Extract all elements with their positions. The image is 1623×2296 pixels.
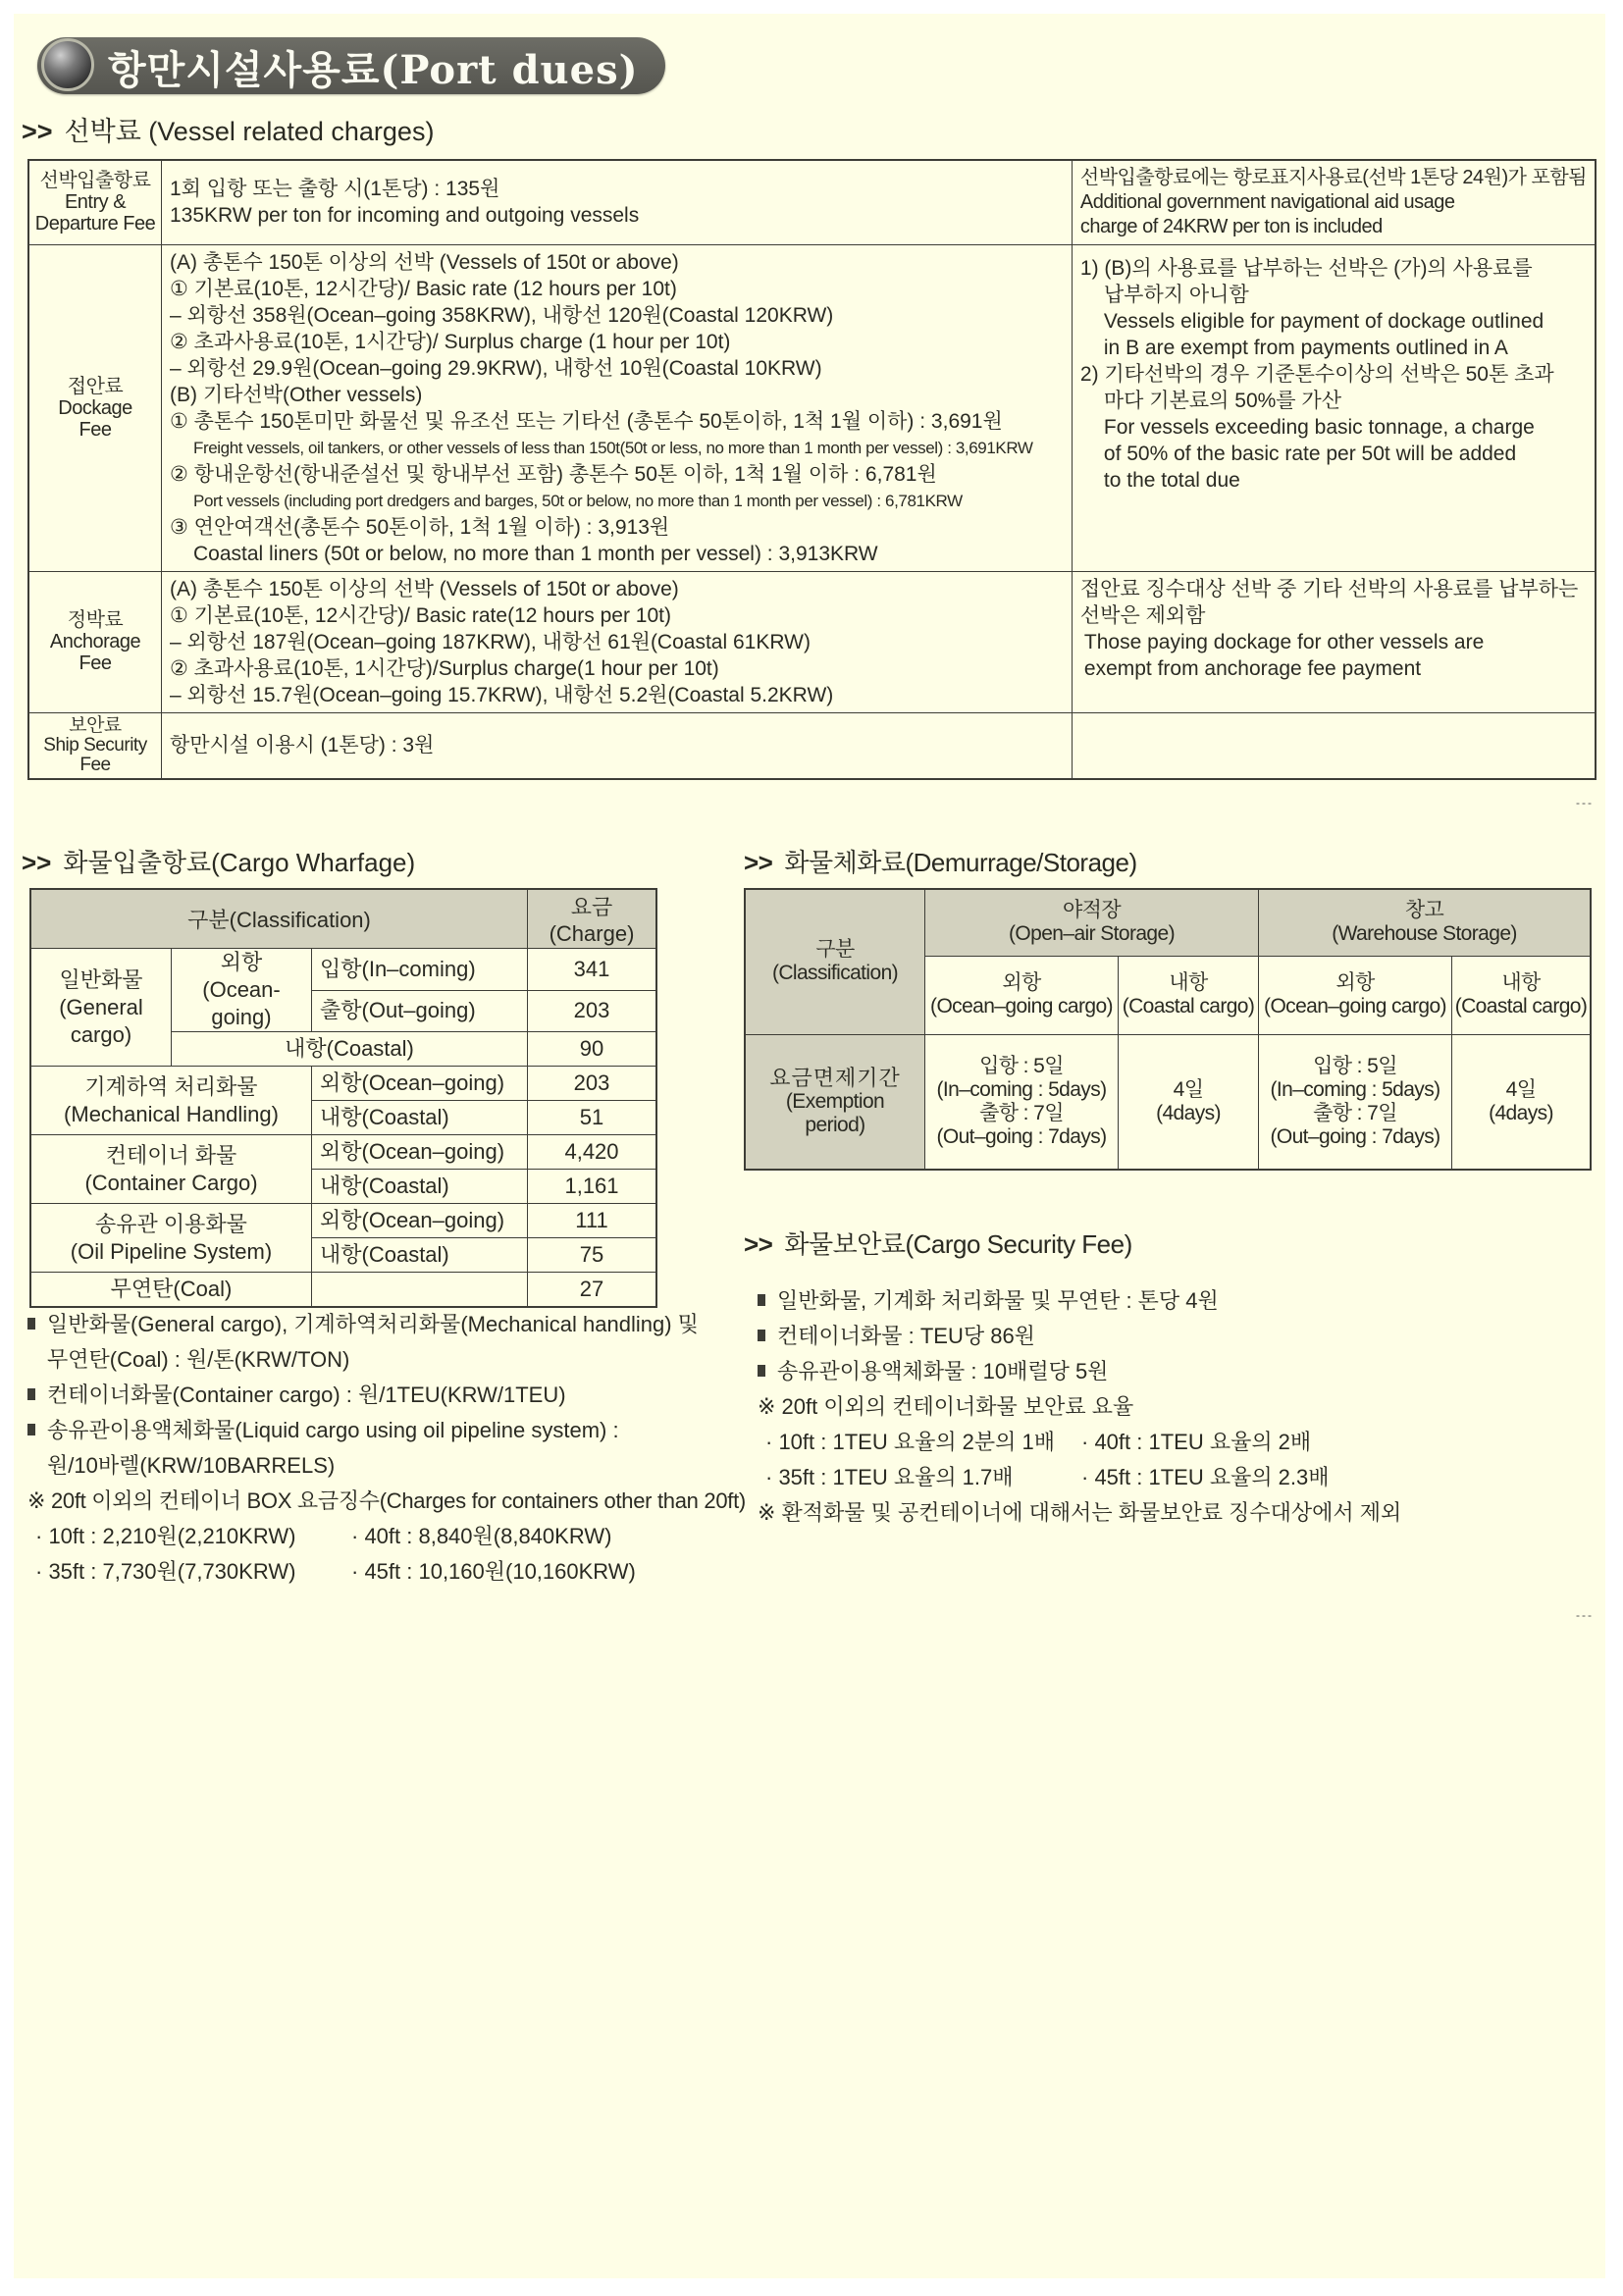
ocean-going-label: 외항(Ocean–going): [312, 1135, 528, 1170]
ocean-exemption-value: 입항 : 5일 (In–coming : 5days) 출항 : 7일 (Out–going : 7days): [925, 1034, 1119, 1170]
ocean-going-subheader: 외항 (Ocean–going cargo): [925, 956, 1119, 1034]
row-content: (A) 총톤수 150톤 이상의 선박 (Vessels of 150t or above) ① 기본료(10톤, 12시간당)/ Basic rate(12 hours per 10t) – 외항선 187원(Ocean–going 187KRW), 내항선 61원(Coastal 61KRW) ② 초과사용료(10톤, 1시간당)/Surplus charge(1 hour per 10t) – 외항선 15.7원(Ocean–going 15.7KRW), 내항선 5.2원(Coastal 5.2KRW): [162, 571, 1073, 712]
general-cargo-label: 일반화물 (General cargo): [30, 949, 172, 1067]
square-bullet-icon: [27, 1388, 35, 1400]
charge-value: 90: [528, 1032, 657, 1067]
chevron-icon: >>: [744, 848, 773, 877]
row-content: 1회 입항 또는 출항 시(1톤당) : 135원 135KRW per ton for incoming and outgoing vessels: [162, 160, 1073, 244]
charge-value: 4,420: [528, 1135, 657, 1170]
table-row: [30, 1135, 656, 1170]
title-banner: [37, 37, 665, 94]
note-continuation: 원/10바렐(KRW/10BARRELS): [47, 1453, 336, 1478]
charge-value: 75: [528, 1238, 657, 1273]
square-bullet-icon: [27, 1424, 35, 1435]
cargo-security-heading: >> 화물보안료(Cargo Security Fee): [744, 1229, 1132, 1259]
chevron-icon: >>: [744, 1229, 773, 1259]
reference-note: ※ 환적화물 및 공컨테이너에 대해서는 화물보안료 징수대상에서 제외: [758, 1500, 1402, 1525]
empty-cell: [312, 1273, 528, 1308]
incoming-label: 입항(In–coming): [312, 949, 528, 991]
demurrage-table: [744, 888, 1592, 1171]
row-note: 1) (B)의 사용료를 납부하는 선박은 (가)의 사용료를 납부하지 아니함 Vessels eligible for payment of dockage outlined in B are exempt from payments outlined in A 2) 기타선박의 경우 기준톤수이상의 선박은 50톤 초과 마다 기본료의 50%를 가산 For vessels exceeding basic tonnage, a charge of 50% of the basic rate per 50t will be added to the total due: [1072, 244, 1596, 571]
table-row-dockage: [28, 244, 1596, 571]
table-row: [30, 1273, 656, 1308]
row-note: 접안료 징수대상 선박 중 기타 선박의 사용료를 납부하는 선박은 제외함 Those paying dockage for other vessels are exempt from anchorage fee payment: [1072, 571, 1596, 712]
wharfage-heading: >> 화물입출항료(Cargo Wharfage): [22, 848, 416, 877]
note-item: 일반화물, 기계화 처리화물 및 무연탄 : 톤당 4원: [758, 1283, 1401, 1319]
charge-value: 1,161: [528, 1170, 657, 1204]
note-item: 송유관이용액체화물 : 10배럴당 5원: [758, 1354, 1401, 1389]
table-header-row: [30, 889, 656, 949]
ocean-going-label: 외항 (Ocean-going): [172, 949, 312, 1032]
square-bullet-icon: [758, 1365, 765, 1377]
coastal-label: 내항(Coastal): [172, 1032, 528, 1067]
open-air-header: 야적장 (Open–air Storage): [925, 889, 1259, 956]
table-row: [30, 1204, 656, 1238]
table-row-ship-security: [28, 712, 1596, 779]
col-header-classification: 구분(Classification): [30, 889, 528, 949]
warehouse-header: 창고 (Warehouse Storage): [1259, 889, 1592, 956]
vessel-section-heading: >> 선박료 (Vessel related charges): [22, 117, 435, 146]
sphere-icon: [41, 38, 94, 91]
page-title: 항만시설사용료(Port dues): [108, 47, 639, 93]
box-rate-row: · 35ft : 7,730원(7,730KRW) · 45ft : 10,160원(10,160KRW): [35, 1559, 636, 1584]
cargo-wharfage-table: [29, 888, 657, 1308]
coastal-exemption-value: 4일 (4days): [1119, 1034, 1259, 1170]
coastal-subheader: 내항 (Coastal cargo): [1452, 956, 1592, 1034]
vessel-charges-table: [27, 159, 1597, 780]
page: [14, 14, 1605, 2278]
coastal-subheader: 내항 (Coastal cargo): [1119, 956, 1259, 1034]
cargo-security-notes: [758, 1283, 1401, 1531]
table-header-row: [745, 889, 1591, 956]
note-item: 일반화물(General cargo), 기계하역처리화물(Mechanical handling) 및: [27, 1307, 746, 1342]
row-content: 항만시설 이용시 (1톤당) : 3원: [162, 712, 1073, 779]
reference-note: ※ 20ft 이외의 컨테이너화물 보안료 요율: [758, 1394, 1134, 1419]
ocean-going-label: 외항(Ocean–going): [312, 1204, 528, 1238]
crop-mark: ---: [1576, 796, 1594, 809]
container-cargo-label: 컨테이너 화물 (Container Cargo): [30, 1135, 312, 1204]
row-content: (A) 총톤수 150톤 이상의 선박 (Vessels of 150t or above) ① 기본료(10톤, 12시간당)/ Basic rate (12 hours per 10t) – 외항선 358원(Ocean–going 358KRW), 내항선 120원(Coastal 120KRW) ② 초과사용료(10톤, 1시간당)/ Surplus charge (1 hour per 10t) – 외항선 29.9원(Ocean–going 29.9KRW), 내항선 10원(Coastal 10KRW) (B) 기타선박(Other vessels) ① 총톤수 150톤미만 화물선 및 유조선 또는 기타선 (총톤수 50톤이하, 1척 1월 이하) : 3,691원 Freight vessels, oil tankers, or other vessels of less than 150t(50t or less, no more than 1 month per vessel) : 3,691KRW ② 항내운항선(항내준설선 및 항내부선 포함) 총톤수 50톤 이하, 1척 1월 이하 : 6,781원 Port vessels (including port dredgers and barges, 50t or below, no more than 1 month per vessel) : 6,781KRW ③ 연안여객선(총톤수 50톤이하, 1척 1월 이하) : 3,913원 Coastal liners (50t or below, no more than 1 month per vessel) : 3,913KRW: [162, 244, 1073, 571]
security-rate-row: · 10ft : 1TEU 요율의 2분의 1배 · 40ft : 1TEU 요율의 2배: [765, 1430, 1312, 1454]
wharfage-notes: [27, 1307, 746, 1590]
mechanical-handling-label: 기계하역 처리화물 (Mechanical Handling): [30, 1067, 312, 1135]
note-continuation: 무연탄(Coal) : 원/톤(KRW/TON): [47, 1347, 350, 1372]
note-item: 컨테이너화물(Container cargo) : 원/1TEU(KRW/1TEU): [27, 1378, 746, 1413]
square-bullet-icon: [758, 1294, 765, 1306]
table-row-anchorage: [28, 571, 1596, 712]
table-row-exemption: [745, 1034, 1591, 1170]
outgoing-label: 출항(Out–going): [312, 990, 528, 1032]
crop-mark: ---: [1576, 1608, 1594, 1622]
row-note: 선박입출항료에는 항로표지사용료(선박 1톤당 24원)가 포함됨 Additional government navigational aid usage charge of 24KRW per ton is included: [1072, 160, 1596, 244]
coal-label: 무연탄(Coal): [30, 1273, 312, 1308]
coastal-label: 내항(Coastal): [312, 1170, 528, 1204]
table-row: [30, 1067, 656, 1101]
square-bullet-icon: [758, 1330, 765, 1341]
coastal-exemption-value: 4일 (4days): [1452, 1034, 1592, 1170]
demurrage-heading: >> 화물체화료(Demurrage/Storage): [744, 848, 1137, 877]
table-row-entry-departure: [28, 160, 1596, 244]
row-label: 보안료 Ship Security Fee: [28, 712, 162, 779]
classification-header: 구분 (Classification): [745, 889, 925, 1034]
coastal-label: 내항(Coastal): [312, 1101, 528, 1135]
box-rate-row: · 10ft : 2,210원(2,210KRW) · 40ft : 8,840원(8,840KRW): [35, 1524, 612, 1548]
row-label: 정박료 Anchorage Fee: [28, 571, 162, 712]
charge-value: 341: [528, 949, 657, 991]
oil-pipeline-label: 송유관 이용화물 (Oil Pipeline System): [30, 1204, 312, 1273]
row-label: 접안료 Dockage Fee: [28, 244, 162, 571]
coastal-label: 내항(Coastal): [312, 1238, 528, 1273]
chevron-icon: >>: [22, 848, 52, 877]
charge-value: 203: [528, 990, 657, 1032]
row-label: 선박입출항료 Entry & Departure Fee: [28, 160, 162, 244]
charge-value: 51: [528, 1101, 657, 1135]
ocean-exemption-value: 입항 : 5일 (In–coming : 5days) 출항 : 7일 (Out–going : 7days): [1259, 1034, 1452, 1170]
note-item: 컨테이너화물 : TEU당 86원: [758, 1319, 1401, 1354]
exemption-label: 요금면제기간 (Exemption period): [745, 1034, 925, 1170]
chevron-icon: >>: [22, 117, 53, 146]
security-rate-row: · 35ft : 1TEU 요율의 1.7배 · 45ft : 1TEU 요율의 2.3배: [765, 1465, 1330, 1489]
row-note: [1072, 712, 1596, 779]
reference-note: ※ 20ft 이외의 컨테이너 BOX 요금징수(Charges for containers other than 20ft): [27, 1488, 746, 1513]
square-bullet-icon: [27, 1318, 35, 1330]
col-header-charge: 요금(Charge): [528, 889, 657, 949]
charge-value: 203: [528, 1067, 657, 1101]
note-item: 송유관이용액체화물(Liquid cargo using oil pipeline system) :: [27, 1413, 746, 1448]
table-row: [30, 949, 656, 991]
charge-value: 27: [528, 1273, 657, 1308]
ocean-going-subheader: 외항 (Ocean–going cargo): [1259, 956, 1452, 1034]
ocean-going-label: 외항(Ocean–going): [312, 1067, 528, 1101]
charge-value: 111: [528, 1204, 657, 1238]
